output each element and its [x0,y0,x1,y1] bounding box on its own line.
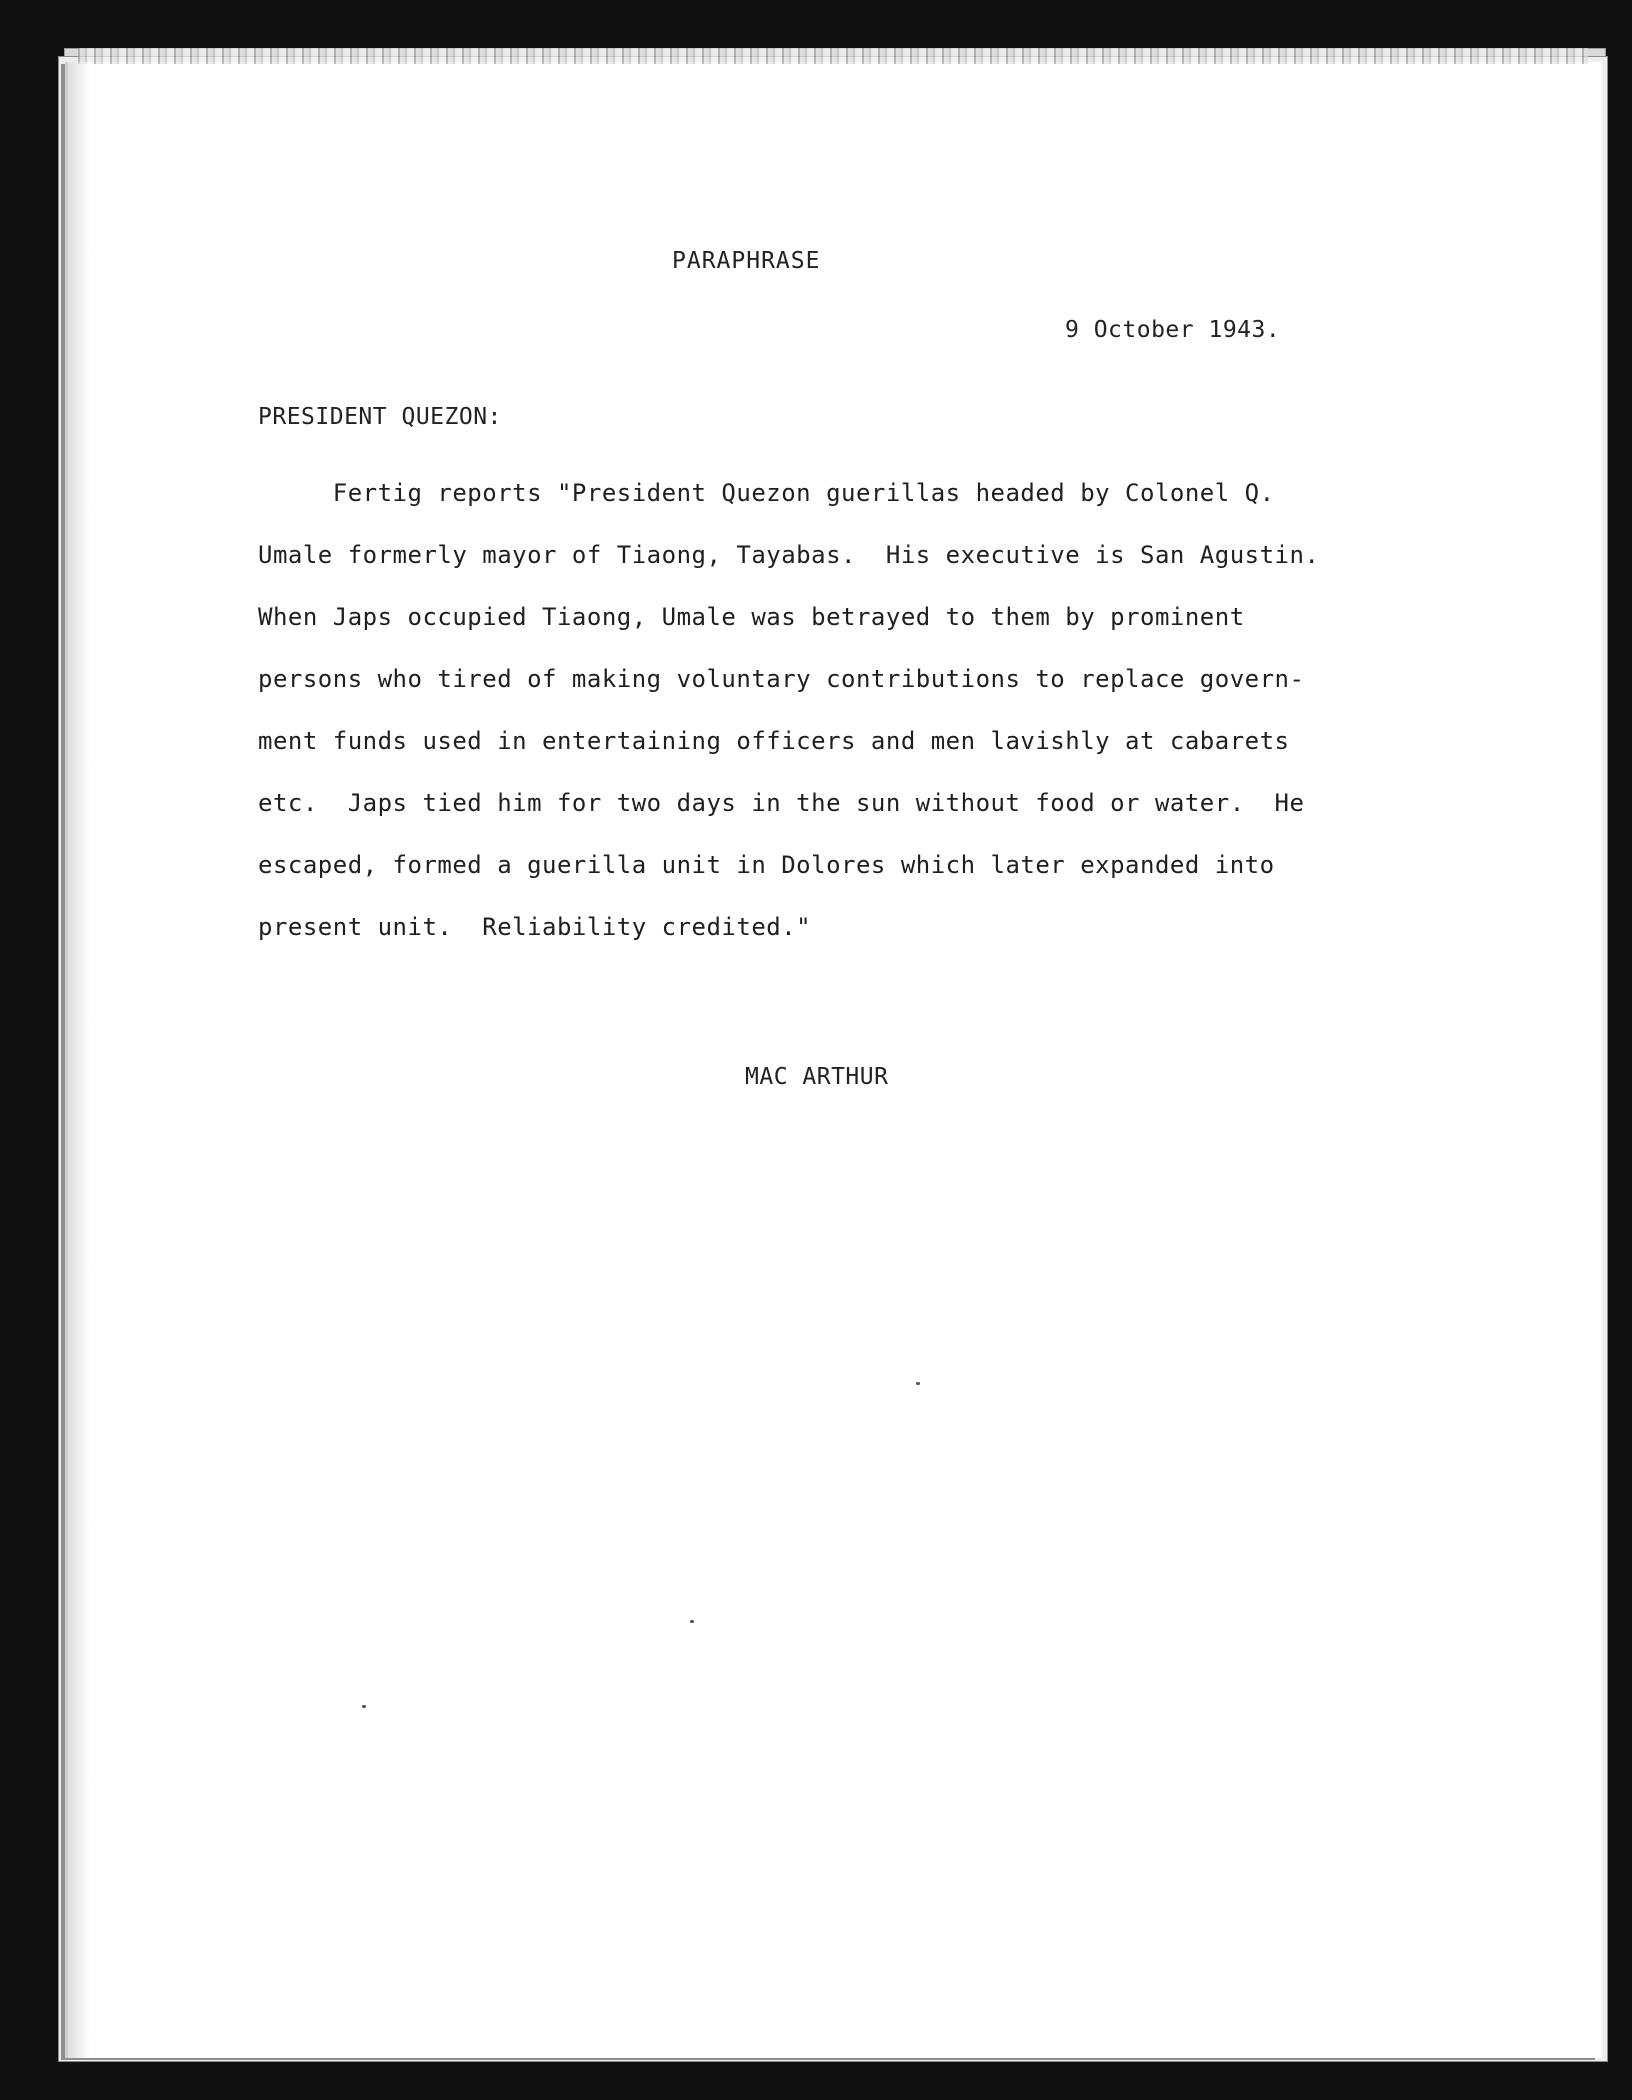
page-left-edge [68,62,90,2058]
signature: MAC ARTHUR [745,1064,889,1090]
message-body [258,462,1458,958]
body-line: escaped, formed a guerilla unit in Dolores which later expanded into [258,851,1275,879]
paper-speck [362,1705,366,1708]
document-date: 9 October 1943. [1065,317,1281,343]
body-line: ment funds used in entertaining officers and men lavishly at cabarets [258,727,1290,755]
body-line: present unit. Reliability credited." [258,913,812,941]
document-heading: PARAPHRASE [672,248,821,274]
paper-speck [916,1382,920,1385]
paper-speck [690,1620,694,1623]
page-top-edge [78,48,1588,64]
body-line: etc. Japs tied him for two days in the sun without food or water. He [258,789,1305,817]
document-page [68,62,1602,2058]
body-line: When Japs occupied Tiaong, Umale was betrayed to them by prominent [258,603,1245,631]
body-line: Umale formerly mayor of Tiaong, Tayabas. His executive is San Agustin. [258,541,1320,569]
body-line: persons who tired of making voluntary contributions to replace govern- [258,665,1305,693]
body-line: Fertig reports "President Quezon guerillas headed by Colonel Q. [258,479,1275,507]
salutation: PRESIDENT QUEZON: [258,404,502,430]
